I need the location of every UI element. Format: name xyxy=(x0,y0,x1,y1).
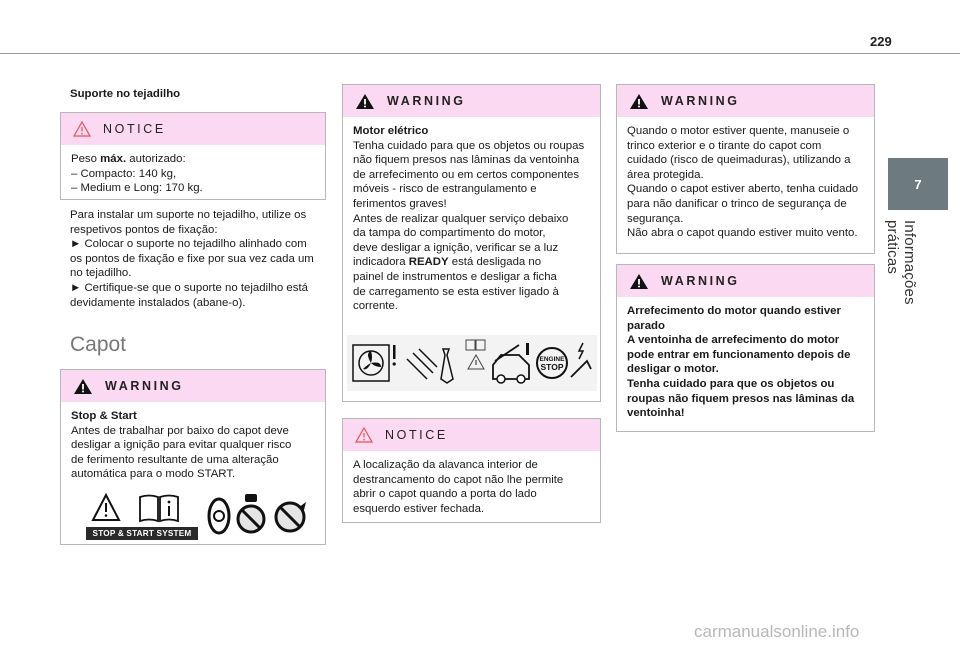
notice-header xyxy=(61,113,325,145)
warning-line: cuidado (risco de queimaduras), utilizando a xyxy=(627,154,851,167)
warning-header xyxy=(617,85,874,117)
warning-body xyxy=(617,117,874,241)
warning-line: Arrefecimento do motor quando estiver xyxy=(627,305,841,317)
warning-subtitle: Motor elétrico xyxy=(353,125,429,137)
weight-suffix: autorizado: xyxy=(126,153,186,165)
weight-compact: – Compacto: 140 kg, xyxy=(71,167,177,180)
notice-line: esquerdo estiver fechada. xyxy=(353,502,485,515)
manual-book-icon xyxy=(465,339,487,373)
warning-title: WARNING xyxy=(661,94,740,108)
body-line: ► Colocar o suporte no tejadilho alinhado com xyxy=(70,238,307,251)
capot-title: Capot xyxy=(70,333,127,356)
watermark[interactable]: carmanualsonline.info xyxy=(694,622,860,641)
warning-box-stop-start xyxy=(60,369,326,545)
engine-stop-top-label: ENGINE xyxy=(539,356,565,363)
warning-line: A ventoinha de arrefecimento do motor xyxy=(627,334,840,347)
fan-warning-icon xyxy=(351,339,399,387)
warning-title: WARNING xyxy=(661,274,740,288)
warning-line: Antes de trabalhar por baixo do capot deve xyxy=(71,424,289,437)
warning-line: automática para o modo START. xyxy=(71,468,236,481)
warning-triangle-icon xyxy=(91,493,121,523)
warning-header xyxy=(343,85,600,117)
engine-stop-icon xyxy=(535,339,595,387)
chapter-tab[interactable] xyxy=(888,158,948,210)
hand-tie-icon xyxy=(403,339,463,387)
warning-line: corrente. xyxy=(353,300,398,313)
notice-title: NOTICE xyxy=(385,428,448,442)
no-hand-icon xyxy=(236,494,266,536)
notice-line: abrir o capot quando a porta do lado xyxy=(353,488,537,501)
warning-title: WARNING xyxy=(387,94,466,108)
warning-line: Quando o capot estiver aberto, tenha cuidado xyxy=(627,183,859,196)
notice-line: A localização da alavanca interior de xyxy=(353,459,538,471)
body-line: ► Certifique-se que o suporte no tejadilho está xyxy=(70,281,308,294)
engine-stop-bottom-label: STOP xyxy=(540,362,564,372)
stop-start-illustration xyxy=(86,490,311,540)
warning-body xyxy=(61,402,325,482)
warning-line: área protegida. xyxy=(627,168,704,181)
body-line: Para instalar um suporte no tejadilho, utilize os xyxy=(70,209,307,221)
warning-header xyxy=(617,265,874,297)
notice-header xyxy=(343,419,600,451)
warning-box-hot-engine xyxy=(616,84,875,254)
notice-body xyxy=(61,145,325,196)
notice-triangle-icon xyxy=(355,427,373,443)
warning-line: Tenha cuidado para que os objetos ou roupas xyxy=(353,139,585,152)
warning-line: Não abra o capot quando estiver muito vento. xyxy=(627,227,858,240)
notice-triangle-icon xyxy=(73,121,91,137)
warning-line: Quando o motor estiver quente, manuseie o xyxy=(627,125,850,137)
warning-line: de ferimento resultante de uma alteração xyxy=(71,453,279,466)
roof-support-body xyxy=(70,208,332,310)
warning-line: móveis - risco de estrangulamento e xyxy=(353,183,537,196)
warning-body xyxy=(343,117,600,314)
warning-line: roupas não fiquem presos nas lâminas da xyxy=(627,392,855,405)
weight-bold: máx. xyxy=(100,153,127,165)
warning-line: segurança. xyxy=(627,212,684,225)
weight-text: Peso xyxy=(71,153,101,165)
notice-body xyxy=(343,451,600,516)
electric-warning-illustration xyxy=(347,335,597,391)
car-hood-warning-icon xyxy=(489,339,535,387)
body-line: devidamente instalados (abane-o). xyxy=(70,296,246,309)
warning-line: não fiquem presos nas lâminas da ventoinha xyxy=(353,154,580,167)
ready-indicator: READY xyxy=(408,256,449,269)
warning-line: deve desligar a ignição, verificar se a luz xyxy=(353,241,559,254)
body-line: respetivos pontos de fixação: xyxy=(70,223,218,236)
notice-box-weight xyxy=(60,112,326,200)
warning-line: pode entrar em funcionamento depois de xyxy=(627,348,851,361)
warning-triangle-icon xyxy=(355,93,375,110)
notice-line: destrancamento do capot não lhe permite xyxy=(353,473,564,486)
fan-belt-icon xyxy=(206,496,232,536)
warning-header xyxy=(61,370,325,402)
warning-line: desligar o motor. xyxy=(627,363,719,376)
warning-subtitle: Stop & Start xyxy=(71,410,137,422)
weight-medium-long: – Medium e Long: 170 kg. xyxy=(71,182,203,195)
warning-box-cooling-fan xyxy=(616,264,875,432)
warning-line: Antes de realizar qualquer serviço debaixo xyxy=(353,212,569,225)
chapter-title: Informações práticas xyxy=(884,220,918,305)
warning-line: ferimentos graves! xyxy=(353,197,447,210)
notice-box-lever xyxy=(342,418,601,523)
warning-triangle-icon xyxy=(629,273,649,290)
warning-line: para não danificar o trinco de segurança de xyxy=(627,197,847,210)
warning-triangle-icon xyxy=(629,93,649,110)
warning-line: de carregamento se esta estiver ligado à xyxy=(353,285,559,298)
roof-support-heading: Suporte no tejadilho xyxy=(70,88,181,100)
manual-book-icon xyxy=(138,493,180,523)
warning-line: Tenha cuidado para que os objetos ou xyxy=(627,377,835,390)
ready-prefix: indicadora xyxy=(353,256,409,269)
header-rule xyxy=(0,53,960,54)
warning-triangle-icon xyxy=(73,378,93,395)
warning-body xyxy=(617,297,874,421)
stop-start-banner: STOP & START SYSTEM xyxy=(86,527,198,540)
warning-line: de arrefecimento ou em certos componentes xyxy=(353,168,580,181)
no-fan-icon xyxy=(274,500,308,534)
warning-line: da tampa do compartimento do motor, xyxy=(353,227,546,240)
notice-title: NOTICE xyxy=(103,122,166,136)
warning-title: WARNING xyxy=(105,379,184,393)
warning-box-electric xyxy=(342,84,601,402)
warning-line: trinco exterior e o tirante do capot com xyxy=(627,139,822,152)
body-line: no tejadilho. xyxy=(70,267,132,280)
warning-line: desligar a ignição para evitar qualquer risco xyxy=(71,439,292,452)
ready-suffix: está desligada no xyxy=(448,256,542,269)
warning-line: parado xyxy=(627,319,665,332)
body-line: os pontos de fixação e fixe por sua vez cada um xyxy=(70,252,314,265)
chapter-number: 7 xyxy=(914,176,922,192)
page-number: 229 xyxy=(870,34,892,49)
warning-line: ventoinha! xyxy=(627,407,685,420)
warning-line: painel de instrumentos e desligar a ficha xyxy=(353,270,557,283)
